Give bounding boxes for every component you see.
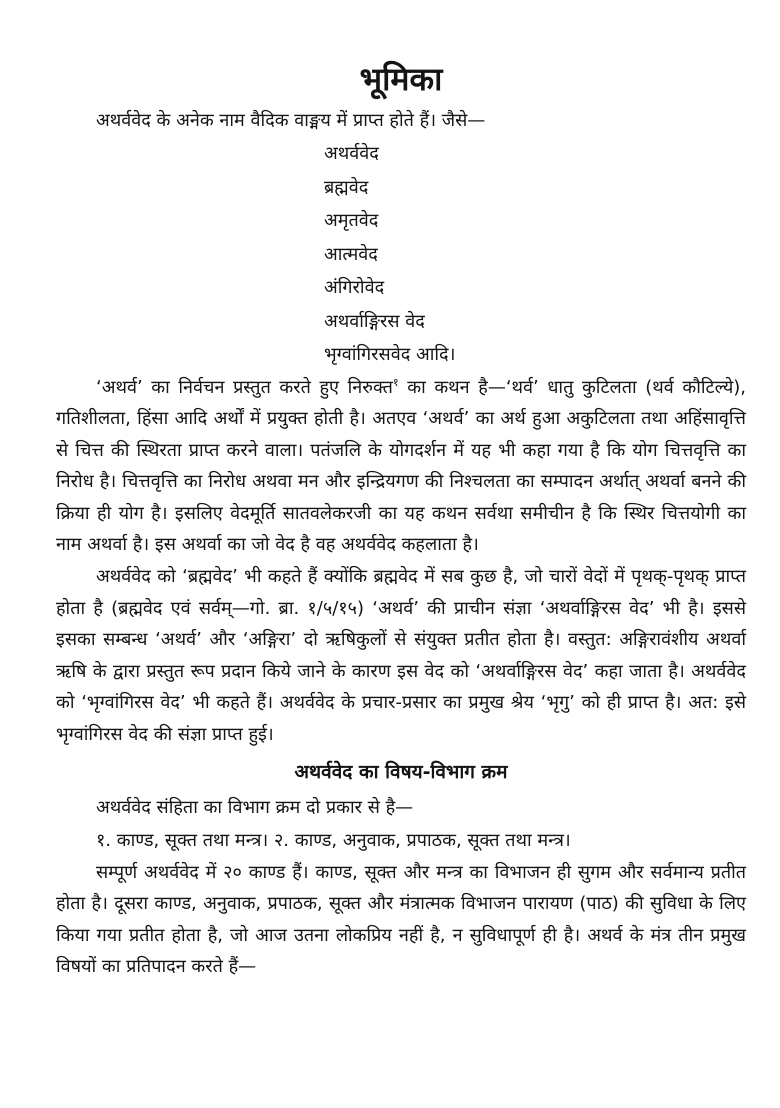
- veda-name-item: अथर्ववेद: [324, 143, 379, 164]
- section-heading: अथर्ववेद का विषय-विभाग क्रम: [294, 760, 508, 783]
- page-title: भूमिका: [359, 60, 443, 98]
- paragraph-text: का कथन है—‘थर्व’ धातु कुटिलता (थर्व कौटिल्ये), गतिशीलता, हिंसा आदि अर्थों में प्रयुक्त होती है। अतएव ‘अथर्व’ का अर्थ हुआ अकुटिलता तथा अहिंसावृत्ति से चित्त की स्थिरता प्राप्त करने वाला। पतंजलि के योगदर्शन में यह भी कहा गया है कि योग चित्तवृत्ति का निरोध है। चित्तवृत्ति का निरोध अथवा मन और इन्द्रियगण की निश्चलता का सम्पादन अर्थात् अथर्वा बनने की क्रिया ही योग है। इसलिए वेदमूर्ति सातवलेकरजी का यह कथन सर्वथा समीचीन है कि स्थिर चित्तयोगी का नाम अथर्वा है। इस अथर्वा का जो वेद है वह अथर्ववेद कहलाता है।: [56, 376, 747, 556]
- veda-names-list: [56, 137, 746, 372]
- division-list-paragraph: १. काण्ड, सूक्त तथा मन्त्र। २. काण्ड, अनुवाक, प्रपाठक, सूक्त तथा मन्त्र।: [96, 829, 571, 851]
- intro-paragraph: अथर्ववेद के अनेक नाम वैदिक वाङ्मय में प्राप्त होते हैं। जैसे—: [96, 110, 486, 131]
- veda-name-item: अथर्वाङ्गिरस वेद: [324, 310, 425, 332]
- veda-name-item: भृग्वांगिरसवेद आदि।: [324, 344, 456, 365]
- footnote-marker: १: [392, 375, 399, 389]
- veda-name-item: अमृतवेद: [324, 210, 379, 231]
- division-intro-paragraph: अथर्ववेद संहिता का विभाग क्रम दो प्रकार से है—: [96, 796, 414, 818]
- veda-name-item: ब्रह्मवेद: [324, 176, 369, 198]
- brahmaveda-paragraph: अथर्ववेद को ‘ब्रह्मवेद’ भी कहते हैं क्योंकि ब्रह्मवेद में सब कुछ है, जो चारों वेदों में पृथक्-पृथक् प्राप्त होता है (ब्रह्मवेद एवं सर्वम्—गो. ब्रा. १/५/१५) ‘अथर्व’ की प्राचीन संज्ञा ‘अथर्वाङ्गिरस वेद’ भी है। इससे इसका सम्बन्ध ‘अथर्व’ और ‘अङ्गिरा’ दो ऋषिकुलों से संयुक्त प्रतीत होता है। वस्तुत: अङ्गिरावंशीय अथर्वा ऋषि के द्वारा प्रस्तुत रूप प्रदान किये जाने के कारण इस वेद को ‘अथर्वाङ्गिरस वेद’ कहा जाता है। अथर्ववेद को ‘भृग्वांगिरस वेद’ भी कहते हैं। अथर्ववेद के प्रचार-प्रसार का प्रमुख श्रेय ‘भृगु’ को ही प्राप्त है। अत: इसे भृग्वांगिरस वेद की संज्ञा प्राप्त हुई।: [56, 566, 746, 746]
- nirvachan-paragraph: [56, 372, 746, 562]
- kanda-paragraph: सम्पूर्ण अथर्ववेद में २० काण्ड हैं। काण्ड, सूक्त और मन्त्र का विभाजन ही सुगम और सर्वमान्य प्रतीत होता है। दूसरा काण्ड, अनुवाक, प्रपाठक, सूक्त और मंत्रात्मक विभाजन पारायण (पाठ) की सुविधा के लिए किया गया प्रतीत होता है, जो आज उतना लोकप्रिय नहीं है, न सुविधापूर्ण ही है। अथर्व के मंत्र तीन प्रमुख विषयों का प्रतिपादन करते हैं—: [56, 861, 746, 978]
- paragraph-text: ‘अथर्व’ का निर्वचन प्रस्तुत करते हुए निरुक्त: [96, 376, 393, 398]
- veda-name-item: अंगिरोवेद: [324, 277, 385, 298]
- veda-name-item: आत्मवेद: [324, 243, 378, 265]
